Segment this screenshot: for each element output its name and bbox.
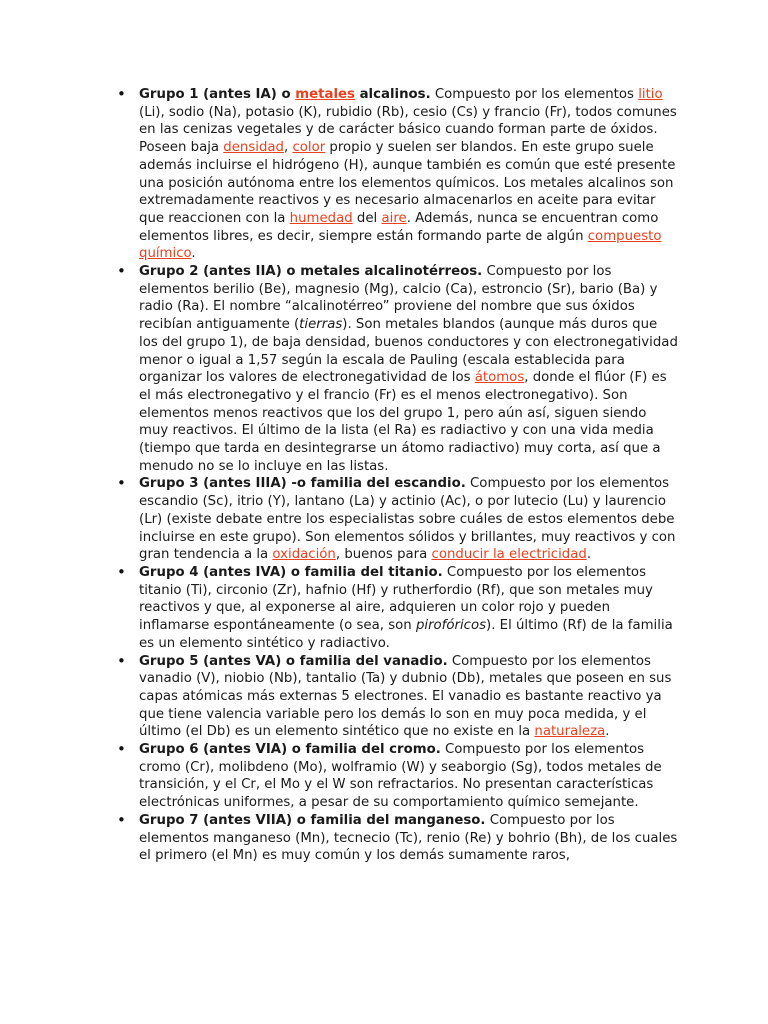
group-item	[139, 564, 679, 653]
italic-term: pirofóricos	[415, 618, 487, 634]
body-text: (Li), sodio (Na), potasio (K), rubidio (Rb), cesio (Cs) y francio (Fr), todos comunes en las cenizas vegetales y de carácter básico cuando forman parte de óxidos. Poseen baja	[139, 104, 677, 156]
group-heading: Grupo 7 (antes VIIA) o familia del manganeso.	[139, 812, 486, 828]
group-heading: Grupo 5 (antes VA) o familia del vanadio.	[139, 653, 448, 669]
group-heading: Grupo 3 (antes IIIA) -o familia del escandio.	[139, 476, 466, 492]
body-text: . Además, nunca se encuentran como elementos libres, es decir, siempre están formando parte de algún	[139, 210, 659, 244]
body-text: .	[586, 547, 592, 563]
body-text: .	[605, 724, 610, 740]
group-heading: Grupo 4 (antes IVA) o familia del titanio.	[139, 564, 443, 580]
body-text: Compuesto por los elementos titanio (Ti), circonio (Zr), hafnio (Hf) y rutherfordio (Rf), que son metales muy reactivos y que, al exponerse al aire, adquieren un color rojo y pueden inflamarse espontáneamente (o sea, son	[139, 564, 653, 634]
group-item	[139, 86, 679, 263]
body-text: .	[191, 246, 196, 262]
group-item	[139, 263, 679, 475]
inline-link[interactable]: litio	[638, 87, 663, 102]
body-text: Compuesto por los elementos	[430, 87, 639, 102]
inline-link[interactable]: átomos	[474, 370, 525, 386]
body-text: Compuesto por los elementos berilio (Be), magnesio (Mg), calcio (Ca), estroncio (Sr), bario (Ba) y radio (Ra). El nombre “alcalinotérreo” proviene del nombre que sus óxidos recibían antiguamente (	[139, 264, 658, 333]
group-item	[139, 741, 679, 812]
body-text: Compuesto por los elementos vanadio (V), niobio (Nb), tantalio (Ta) y dubnio (Db), metales que poseen en sus capas atómicas más externas 5 electrones. El vanadio es bastante reactivo ya que tiene valencia variable pero los demás lo son en muy poca medida, y el último (el Db) es un elemento sintético que no existe en la	[139, 653, 672, 740]
body-text: Compuesto por los elementos cromo (Cr), molibdeno (Mo), wolframio (W) y seaborgio (Sg), todos metales de transición, y el Cr, el Mo y el W son refractarios. No presentan características electrónicas uniformes, a pesar de su comportamiento químico semejante.	[139, 742, 662, 811]
inline-link[interactable]: compuesto químico	[139, 228, 662, 262]
inline-link[interactable]: aire	[381, 210, 407, 226]
group-heading: Grupo 6 (antes VIA) o familia del cromo.	[139, 742, 441, 758]
body-text: propio y suelen ser blandos. En este grupo suele además incluirse el hidrógeno (H), aunque también es común que esté presente una posición autónoma entre los elementos químicos. Los metales alcalinos son extremadamente reactivos y es necesario almacenarlos en aceite para evitar que reaccionen con la	[139, 140, 676, 226]
body-text: ). El último (Rf) de la familia es un elemento sintético y radiactivo.	[139, 618, 673, 651]
body-text: Compuesto por los elementos manganeso (Mn), tecnecio (Tc), renio (Re) y bohrio (Bh), de los cuales el primero (el Mn) es muy común y los demás sumamente raros,	[139, 812, 678, 864]
body-text: , buenos para	[335, 547, 432, 563]
body-text: Compuesto por los elementos escandio (Sc), itrio (Y), lantano (La) y actinio (Ac), o por lutecio (Lu) y laurencio (Lr) (existe debate entre los especialistas sobre cuáles de estos elementos debe incluirse en este grupo). Son elementos sólidos y brillantes, muy reactivos y con gran tendencia a la	[139, 476, 676, 563]
inline-link[interactable]: densidad	[223, 140, 284, 156]
body-text: ). Son metales blandos (aunque más duros que los del grupo 1), de baja densidad, buenos conductores y con electronegatividad menor o igual a 1,57 según la escala de Pauling (escala establecida para organizar los valores de electronegatividad de los	[139, 317, 678, 386]
group-heading: alcalinos.	[354, 87, 431, 102]
group-item	[139, 475, 679, 564]
inline-link[interactable]: naturaleza	[534, 724, 606, 740]
inline-link[interactable]: conducir la electricidad	[431, 547, 587, 563]
inline-link[interactable]: oxidación	[272, 547, 336, 563]
inline-link[interactable]: color	[292, 140, 326, 156]
italic-term: tierras	[299, 317, 343, 333]
group-item	[139, 812, 679, 865]
body-text: , donde el flúor (F) es el más electronegativo y el francio (Fr) es el menos electronegativo). Son elementos menos reactivos que los del grupo 1, pero aún así, siguen siendo muy reactivos. El último de la lista (el Ra) es radiactivo y con una vida media (tiempo que tarda en desintegrarse un átomo radiactivo) muy corta, así que a menudo no se lo incluye en las listas.	[139, 370, 667, 474]
group-heading: Grupo 1 (antes IA) o	[139, 87, 296, 102]
inline-link[interactable]: metales	[295, 87, 355, 102]
group-heading: Grupo 2 (antes IIA) o metales alcalinotérreos.	[139, 264, 483, 280]
element-groups-list	[139, 86, 679, 865]
body-text: del	[352, 210, 382, 226]
inline-link[interactable]: humedad	[289, 210, 353, 226]
body-text: ,	[283, 140, 293, 156]
group-item	[139, 653, 679, 742]
